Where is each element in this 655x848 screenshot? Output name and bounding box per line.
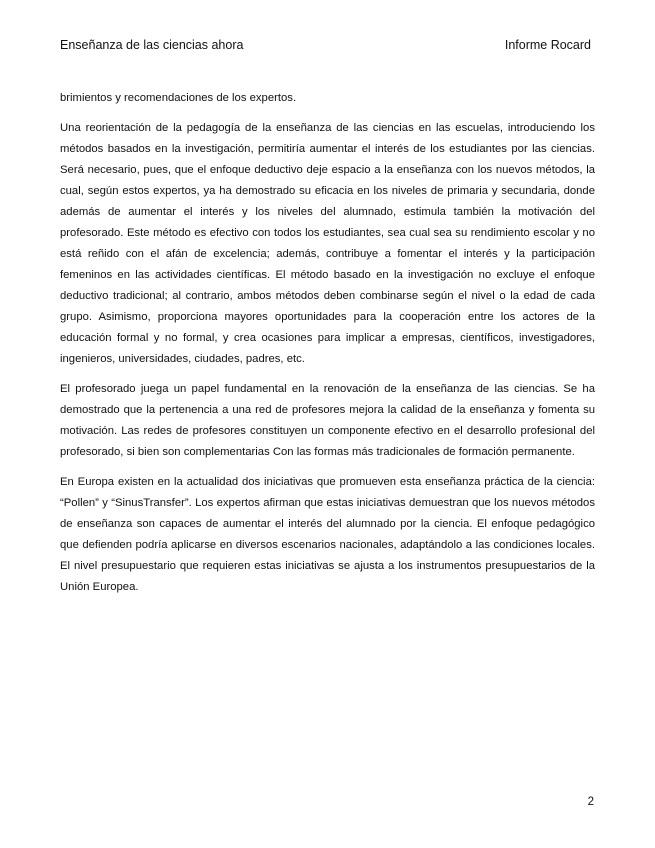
paragraph-teachers: El profesorado juega un papel fundamental en la renovación de la enseñanza de las ciencias. Se ha demostrado que la pertenencia a una red de profesores mejora la calidad de la enseñanza y fomenta su motivación. Las redes de profesores constituyen un componente efectivo en el desarrollo profesional del profesorado, si bien son complementarias Con las formas más tradicionales de formación permanente.	[60, 383, 595, 458]
body-text	[60, 88, 595, 607]
paragraph-reorientation: Una reorientación de la pedagogía de la enseñanza de las ciencias en las escuelas, introduciendo los métodos basados en la investigación, permitiría aumentar el interés de los estudiantes por las ciencias. Será necesario, pues, que el enfoque deductivo deje espacio a la enseñanza con los nuevos métodos, la cual, según estos expertos, ya ha demostrado su eficacia en los niveles de primaria y secundaria, donde además de aumentar el interés y los niveles del alumnado, estimula también la motivación del profesorado. Este método es efectivo con todos los estudiantes, sea cual sea su rendimiento escolar y no está reñido con el afán de excelencia; además, contribuye a fomentar el interés y la participación femeninos en las actividades científicas. El método basado en la investigación no excluye el enfoque deductivo tradicional; al contrario, ambos métodos deben combinarse según el nivel o la edad de cada grupo. Asimismo, proporciona mayores oportunidades para la cooperación entre los actores de la educación formal y no formal, y crea ocasiones para implicar a empresas, científicos, investigadores, ingenieros, universidades, ciudades, padres, etc.	[60, 122, 595, 365]
page-number: 2	[587, 796, 594, 808]
header-report-name: Informe Rocard	[504, 38, 591, 52]
paragraph-continuation: brimientos y recomendaciones de los expertos.	[60, 92, 297, 104]
paragraph-europe-initiatives: En Europa existen en la actualidad dos iniciativas que promueven esta enseñanza práctica de la ciencia: “Pollen” y “SinusTransfer”. Los expertos afirman que estas iniciativas demuestran que los nuevos métodos de enseñanza son capaces de aumentar el interés del alumnado por la ciencia. El enfoque pedagógico que defienden podría aplicarse en diversos escenarios nacionales, adaptándolo a las condiciones locales. El nivel presupuestario que requieren estas iniciativas se ajusta a los instrumentos presupuestarios de la Unión Europea.	[60, 476, 595, 593]
header-title: Enseñanza de las ciencias ahora	[60, 38, 244, 52]
